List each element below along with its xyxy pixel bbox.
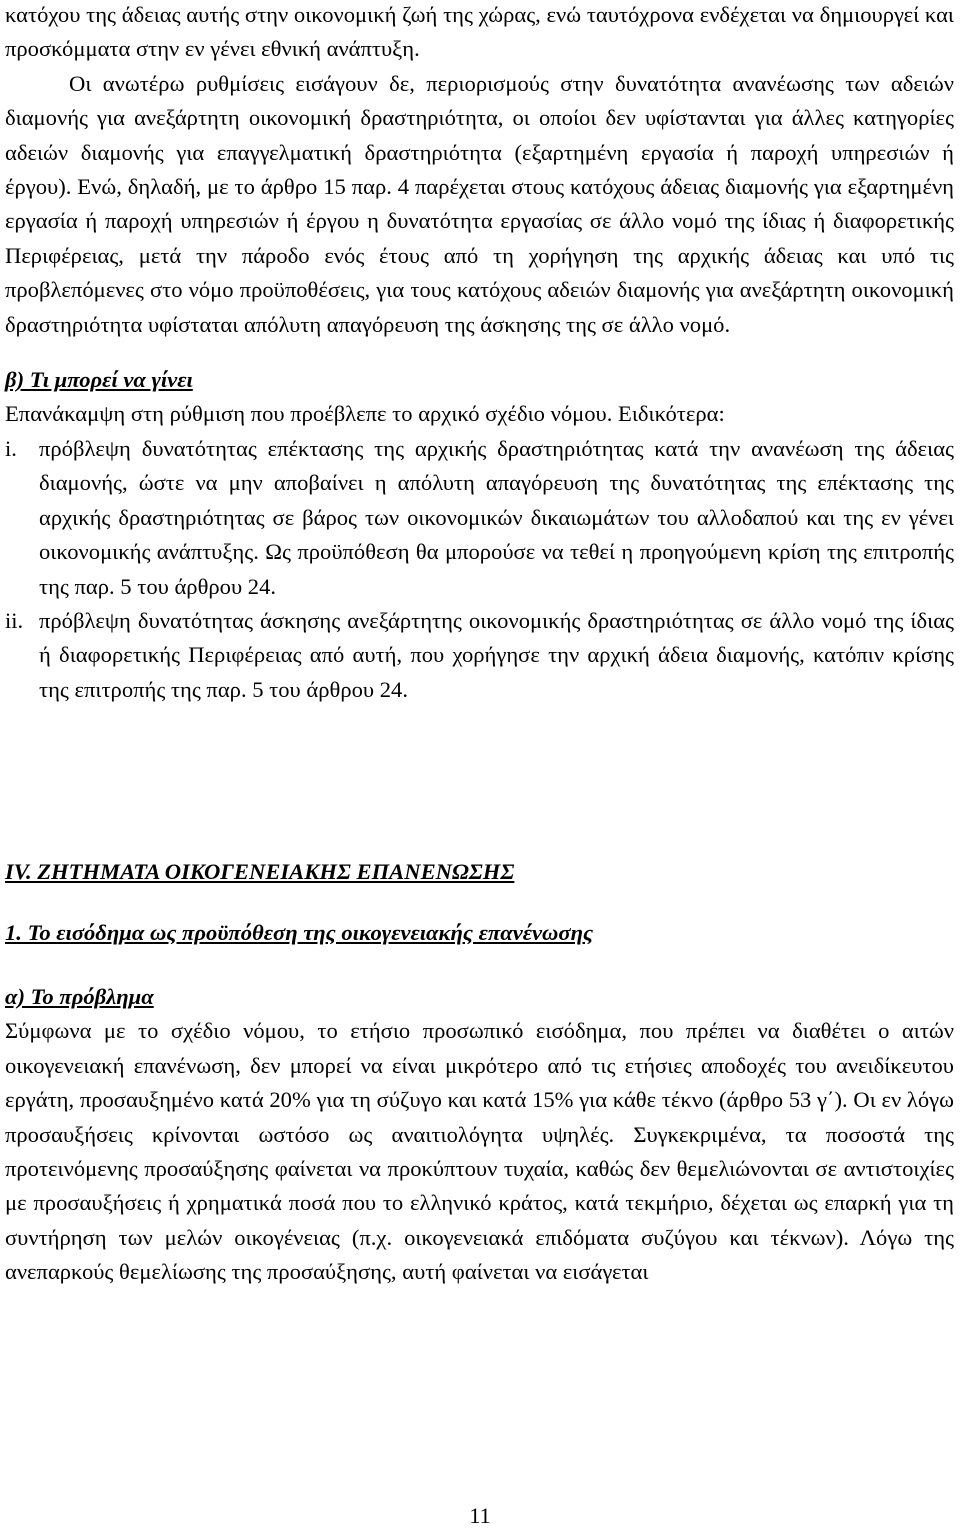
paragraph-intro: κατόχου της άδειας αυτής στην οικονομική ζωή της χώρας, ενώ ταυτόχρονα ενδέχεται να δημιουργεί και προσκόμματα στην εν γένει εθνική ανάπτυξη.	[5, 2, 954, 62]
section-title: IV. ΖΗΤΗΜΑΤΑ ΟΙΚΟΓΕΝΕΙΑΚΗΣ ΕΠΑΝΕΝΩΣΗΣ	[5, 859, 515, 885]
lead-text: Επανάκαμψη στη ρύθμιση που προέβλεπε το αρχικό σχέδιο νόμου. Ειδικότερα:	[5, 401, 725, 427]
list-marker: i.	[5, 435, 17, 461]
page-number: 11	[469, 1503, 491, 1528]
list-item-text: πρόβλεψη δυνατότητας άσκησης ανεξάρτητης οικονομικής δραστηριότητας σε άλλο νομό της ίδιας ή διαφορετικής Περιφέρειας από αυτή, που χορήγησε την αρχική άδεια διαμονής, κατόπιν κρίσης της επιτροπής της παρ. 5 του άρθρου 24.	[39, 607, 954, 702]
list-item	[5, 432, 954, 604]
heading-the-problem: α) Το πρόβλημα	[5, 983, 154, 1009]
paragraph-restrictions: Οι ανωτέρω ρυθμίσεις εισάγουν δε, περιορισμούς στην δυνατότητα ανανέωσης των αδειών διαμονής για ανεξάρτητη οικονομική δραστηριότητα, οι οποίοι δεν υφίστανται για άλλες κατηγορίες αδειών διαμονής για επαγγελματική δραστηριότητα (εξαρτημένη εργασία ή παροχή υπηρεσιών ή έργου). Ενώ, δηλαδή, με το άρθρο 15 παρ. 4 παρέχεται στους κατόχους άδειας διαμονής για εξαρτημένη εργασία ή παροχή υπηρεσιών ή έργου η δυνατότητα εργασίας σε άλλο νομό της ίδιας ή διαφορετικής Περιφέρειας, μετά την πάροδο ενός έτους από τη χορήγηση της αρχικής άδειας και υπό τις προβλεπόμενες στο νόμο προϋποθέσεις, για τους κατόχους αδειών διαμονής για ανεξάρτητη οικονομική δραστηριότητα υφίσταται απόλυτη απαγόρευση της άσκησης της σε άλλο νομό.	[5, 70, 954, 337]
paragraph-problem: Σύμφωνα με το σχέδιο νόμου, το ετήσιο προσωπικό εισόδημα, που πρέπει να διαθέτει ο αιτών οικογενειακή επανένωση, δεν μπορεί να είναι μικρότερο από τις ετήσιες αποδοχές του ανειδίκευτου εργάτη, προσαυξημένο κατά 20% για τη σύζυγο και κατά 15% για κάθε τέκνο (άρθρο 53 γ΄). Οι εν λόγω προσαυξήσεις κρίνονται ωστόσο ως αναιτιολόγητα υψηλές. Συγκεκριμένα, τα ποσοστά της προτεινόμενης προσαύξησης φαίνεται να προκύπτουν τυχαία, καθώς δεν θεμελιώνονται σε αντιστοιχίες με προσαυξήσεις ή χρηματικά ποσά που το ελληνικό κράτος, κατά τεκμήριο, δέχεται ως επαρκή για τη συντήρηση των μελών οικογένειας (π.χ. οικογενειακά επιδόματα συζύγου και τέκνων). Λόγω της ανεπαρκούς θεμελίωσης της προσαύξησης, αυτή φαίνεται να εισάγεται	[5, 1018, 954, 1285]
subsection-title: 1. Το εισόδημα ως προϋπόθεση της οικογενειακής επανένωσης	[5, 919, 594, 945]
list-item-text: πρόβλεψη δυνατότητας επέκτασης της αρχικής δραστηριότητας κατά την ανανέωση της άδειας διαμονής, ώστε να μην αποβαίνει η απόλυτη απαγόρευση της δυνατότητας της επέκτασης της αρχικής δραστηριότητας σε βάρος των οικονομικών δικαιωμάτων του αλλοδαπού και της εν γένει οικονομικής ανάπτυξης. Ως προϋπόθεση θα μπορούσε να τεθεί η προηγούμενη κρίση της επιτροπής της παρ. 5 του άρθρου 24.	[39, 435, 954, 599]
list-item	[5, 604, 954, 707]
list-marker: ii.	[5, 607, 24, 633]
heading-what-can-be-done: β) Τι μπορεί να γίνει	[5, 367, 193, 393]
